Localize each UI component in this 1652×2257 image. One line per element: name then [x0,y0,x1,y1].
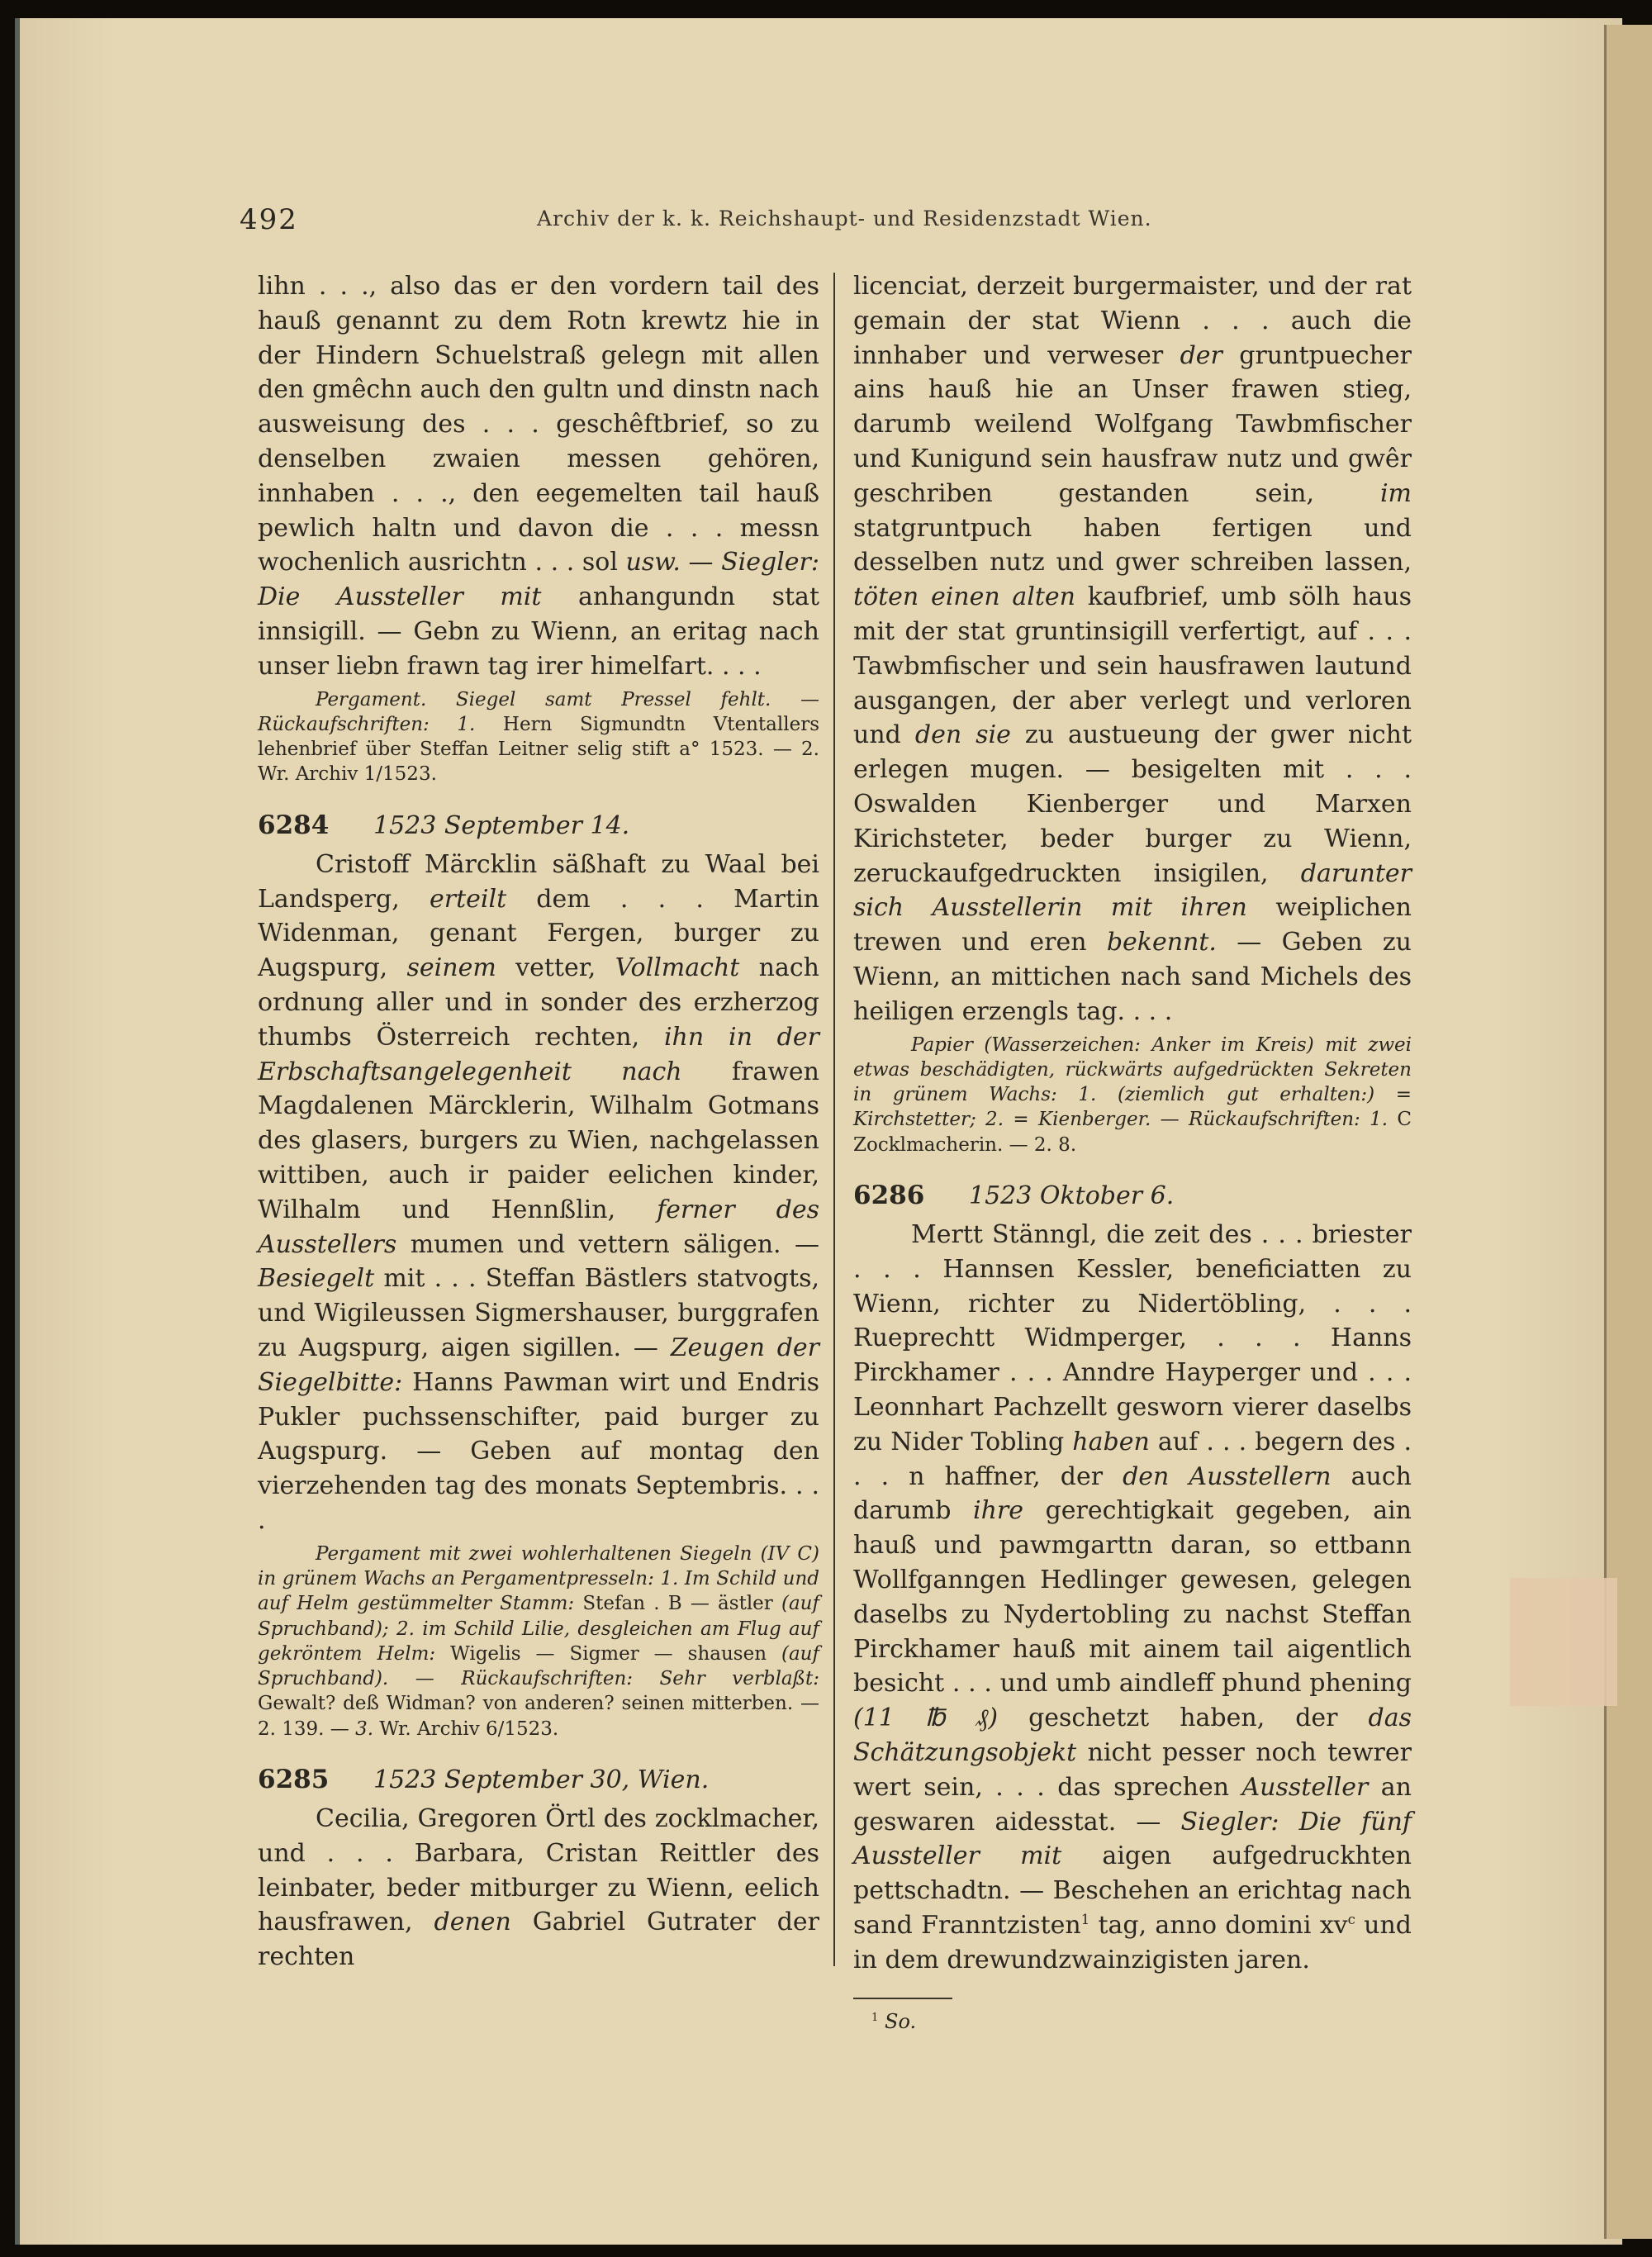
text-span: Wr. Archiv 6/1523. [373,1718,559,1740]
text-span: lihn . . ., also das er den vordern tail des hauß genannt zu dem Rotn krewtz hie in der Hindern Schuelstraß gelegn mit allen den gmêchn auch den gultn und dinstn nach ausweisung des . . . geschêftbrief, so zu denselben zwaien messen gehören, innhaben . . ., den eegemelten tail hauß pewlich haltn und davon die . . . messn wochenlich ausrichtn . . . sol [258,272,819,577]
text-span: nach ordnung aller und in sonder des erzherzog thumbs Österreich rechten, [258,953,819,1052]
text-span: vetter, [496,953,615,983]
footnote-rule [853,1998,952,1999]
italic-span: darunter sich Ausstellerin mit ihren [853,858,1412,923]
superscript: c [1347,1911,1355,1927]
text-span: Gabriel Gutrater der rechten [258,1908,819,1972]
right-column [853,269,1412,2034]
archival-note [853,1033,1412,1157]
text-span: auch darumb [853,1461,1412,1526]
text-span: mit . . . Steffan Bästlers statvogts, und Wigileussen Sigmershauser, burggrafen zu Augspurg, aigen sigillen. — [258,1264,819,1362]
italic-span: Papier (Wasserzeichen: Anker im Kreis) mit zwei etwas beschädigten, rückwärts aufgedrückten Sekreten in grünem Wachs: 1. (ziemlich gut erhalten:) = Kirchstetter; 2. = Kienberger. — Rückaufschriften: 1. [853,1033,1412,1131]
text-span: — [680,548,722,577]
italic-span: (auf Spruchband); 2. im Schild Lilie, desgleichen am Flug auf gekröntem Helm: [258,1593,819,1665]
italic-span: Pergament. Siegel samt Pressel fehlt. — Rückaufschriften: 1. [258,688,819,735]
text-span: Mertt Stänngl, die zeit des . . . briester . . . Hannsen Kessler, beneficiatten zu Wienn, richter zu Nidertöbling, . . . Rueprechtt Widmperger, . . . Hanns Pirckhamer . . . Anndre Hayperger und . . . Leonnhart Pachzellt gesworn vierer daselbs zu Nider Tobling [853,1220,1412,1456]
italic-span: usw. [625,548,681,577]
page-header [240,203,1412,240]
text-span: Stefan . B — ästler [574,1593,781,1615]
italic-span: den Ausstellern [1123,1461,1332,1491]
footnote-text: So. [885,2009,917,2033]
entry-number: 6284 [258,810,330,840]
text-span: Hanns Pawman wirt und Endris Pukler puchssenschifter, paid burger zu Augspurg. — Geben auf montag den vierzehenden tag des monats Septembris. . . . [258,1367,819,1535]
italic-span: ihn in der Erbschaftsangelegenheit nach [258,1022,819,1086]
text-span: Cristoff Märcklin säßhaft zu Waal bei Landsperg, [258,849,819,914]
text-span: nicht pesser noch tewrer wert sein, . . . das sprechen [853,1737,1412,1802]
entry-heading [258,1763,819,1797]
text-span: tag, anno domini xv [1089,1910,1348,1940]
text-span: Gewalt? deß Widman? von anderen? seinen mitterben. — 2. 139. — [258,1693,819,1740]
italic-span: töten einen alten [853,582,1075,612]
text-span: zu austueung der gwer nicht erlegen mugen. — besigelten mit . . . Oswalden Kienberger und Marxen Kirichsteter, beder burger zu Wienn, zeruckaufgedruckten insigilen, [853,720,1412,888]
italic-span: haben [1072,1427,1150,1456]
text-span: gerechtigkait gegeben, ain hauß und pawmgarttn daran, so ettbann Wollfganngen Hedlinger gewesen, gelegen daselbs zu Nydertobling zu nachst Steffan Pirckhamer hauß mit ainem tail aigentlich besicht . . . und umb aindleff phund phening [853,1496,1412,1699]
text-span: mumen und vettern säligen. — [396,1229,819,1259]
italic-span: (auf Spruchband). — Rückaufschriften: Sehr verblaßt: [258,1642,819,1690]
page-number: 492 [240,203,298,236]
text-span: licenciat, derzeit burgermaister, und der rat gemain der stat Wienn . . . auch die innhaber und verweser [853,272,1412,370]
italic-span: (11 ℔ ₰) [853,1703,999,1733]
entry-number: 6286 [853,1181,925,1211]
italic-span: seinem [406,953,496,983]
entry-date: 1523 September 14. [373,810,630,840]
text-span: und in dem drewundzwainzigisten jaren. [853,1910,1412,1974]
italic-span: Zeugen der Siegelbitte: [258,1333,819,1397]
archival-note [258,687,819,787]
text-span: geschetzt haben, der [998,1703,1369,1733]
italic-span: 3. [355,1718,374,1740]
text-span: kaufbrief, umb sölh haus mit der stat gruntinsigill verfertigt, auf . . . Tawbmfischer und sein hausfrawen lautund ausgangen, der aber verlegt und verloren und [853,582,1412,750]
italic-span: ihre [972,1496,1023,1526]
entry-text [258,848,819,1538]
italic-span: der [1180,340,1222,370]
left-column [258,269,819,1974]
text-span: Cecilia, Gregoren Örtl des zocklmacher, und . . . Barbara, Cristan Reittler des leinbater, beder mitburger zu Wienn, eelich hausfrawen, [258,1804,819,1937]
italic-span: Siegler: Die Aussteller mit [258,548,819,612]
archival-note [258,1542,819,1741]
entry-heading [258,809,819,843]
text-span: — Geben zu Wienn, an mittichen nach sand Michels des heiligen erzengls tag. . . . [853,928,1412,1026]
entry-text [853,1218,1412,1978]
text-span: an geswaren aidesstat. — [853,1772,1412,1836]
italic-span: Aussteller [1241,1772,1369,1802]
running-head: Archiv der k. k. Reichshaupt- und Residenzstadt Wien. [537,207,1152,230]
italic-span: erteilt [429,884,507,914]
text-span: Wigelis — Sigmer — shausen [435,1642,781,1665]
text-span: weiplichen trewen und eren [853,893,1412,957]
footnote [853,2009,1412,2034]
text-span: aigen aufgedruckhten pettschadtn. — Beschehen an erichtag nach sand Franntzisten [853,1841,1412,1940]
text-span: auf . . . begern des . . . n haffner, der [853,1427,1412,1491]
continued-entry-text [853,269,1412,1029]
entry-text [258,1802,819,1974]
entry-date: 1523 September 30, Wien. [373,1765,710,1795]
text-span: frawen Magdalenen Märcklerin, Wilhalm Gotmans des glasers, burgers zu Wien, nachgelassen wittiben, auch ir paider eelichen kinder, Wilhalm und Hennßlin, [258,1057,819,1224]
text-span: dem . . . Martin Widenman, genant Fergen, burger zu Augspurg, [258,884,819,983]
paper-tab [1510,1578,1617,1706]
italic-span: Siegler: Die fünf Aussteller mit [853,1807,1412,1871]
italic-span: Pergament mit zwei wohlerhaltenen Siegeln (IV C) in grünem Wachs an Pergamentpresseln: 1. Im Schild und auf Helm gestümmelter Stamm: [258,1542,819,1615]
footnote-marker: 1 [1080,1911,1090,1927]
text-span: gruntpuecher ains hauß hie an Unser frawen stieg, darumb weilend Wolfgang Tawbmfischer und Kunigund sein hausfraw nutz und gwêr geschriben gestanden sein, [853,340,1412,508]
text-span: C Zocklmacherin. — 2. 8. [853,1109,1412,1156]
text-span: anhangundn stat innsigill. — Gebn zu Wienn, an eritag nach unser liebn frawn tag irer himelfart. . . . [258,582,819,681]
text-span: Hern Sigmundtn Vtentallers lehenbrief über Steffan Leitner selig stift a° 1523. — 2. Wr. Archiv 1/1523. [258,713,819,786]
entry-heading [853,1179,1412,1213]
italic-span: das Schätzungsobjekt [853,1703,1412,1767]
footnote-marker: 1 [871,2011,879,2024]
italic-span: Vollmacht [615,953,740,983]
adjacent-page-edge [1604,25,1652,2239]
italic-span: den sie [914,720,1011,750]
entry-date: 1523 Oktober 6. [969,1181,1175,1211]
italic-span: Besiegelt [258,1264,375,1294]
column-divider [833,273,835,1966]
italic-span: bekennt. [1106,928,1217,957]
italic-span: ferner des Ausstellers [258,1195,819,1259]
italic-span: denen [434,1908,511,1937]
entry-number: 6285 [258,1765,330,1795]
italic-span: im [1379,478,1412,508]
continued-entry-text [258,269,819,684]
text-span: statgruntpuch haben fertigen und desselben nutz und gwer schreiben lassen, [853,513,1412,577]
